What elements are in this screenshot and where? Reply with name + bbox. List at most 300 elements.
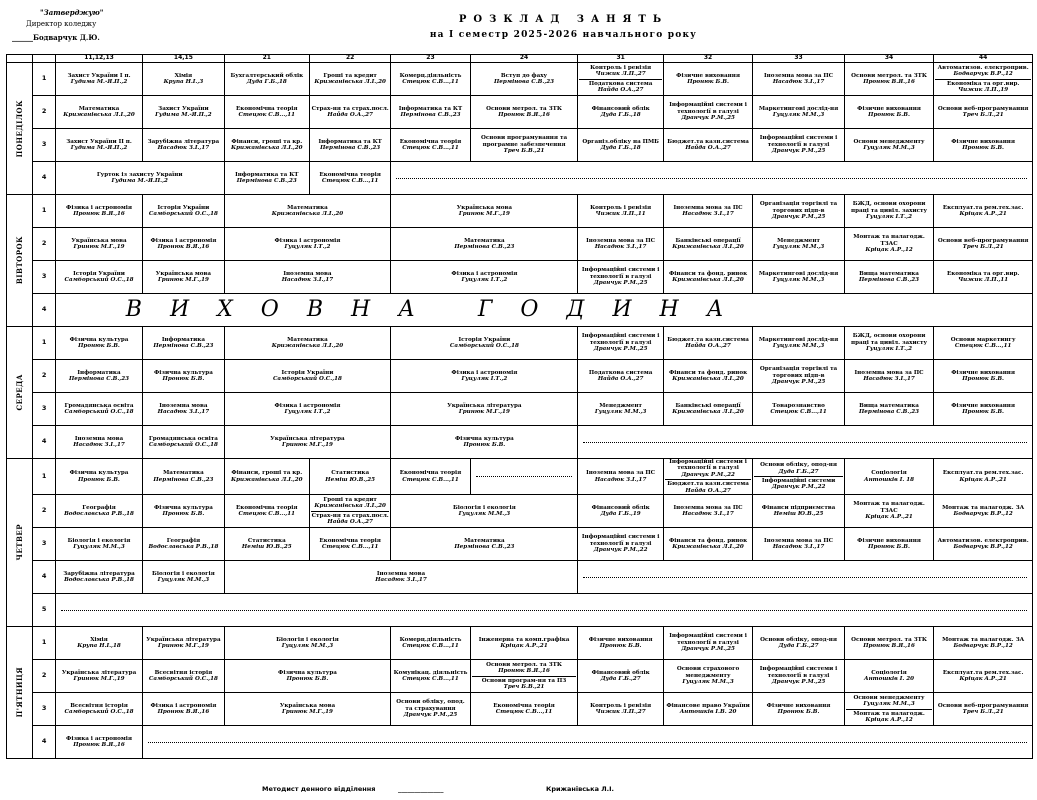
lesson-cell [753,495,845,528]
lesson-cell [143,693,224,726]
teacher-name: Пронюк Б.В. [868,544,910,551]
subject-name: Контроль і ревізія [590,702,652,709]
lesson-cell [663,228,752,261]
director-label: Директор коледжу [26,20,97,28]
lesson-number: 4 [33,426,55,459]
subject-name: Фінансовий облік [591,504,650,511]
lesson-number: 2 [33,495,55,528]
group-header: 32 [663,55,752,63]
subject-name: Біологія і екологія [67,537,131,544]
teacher-name: Дранчук Р.М.,25 [771,214,826,221]
cell-divider [935,79,1031,80]
lesson-cell [578,195,663,228]
teacher-name: Гудима М.-Я.П.,2 [70,145,128,151]
teacher-name: Бодварчук В.Р.,12 [953,643,1013,650]
lesson-cell [224,228,391,261]
teacher-name: Дранчук Р.М.,22 [771,484,826,491]
teacher-name: Дранчук Р.М.,25 [771,379,826,386]
teacher-name: Гринюк М.Г.,19 [458,211,510,217]
teacher-name: Крижанівська Л.І.,20 [672,376,744,382]
subject-name: Всесвітня історія [70,702,128,709]
subject-name: Банківські операції [675,402,741,409]
subject-name: Фізика і астрономія [274,237,341,244]
teacher-name: Кріцак А.Р.,21 [959,476,1007,483]
teacher-name: Антошків І. 18 [864,476,915,483]
teacher-name: Стецюк С.В...,11 [238,112,296,118]
subject-name: Українська мова [71,237,127,244]
teacher-name: Кріцак А.Р.,12 [865,717,913,724]
lesson-cell [753,261,845,294]
subject-name: Математика [464,537,505,544]
lesson-number: 4 [33,162,55,195]
subject-name: Географія [166,537,201,544]
subject-name: Іноземна мова за ПС [764,537,834,544]
teacher-name: Гринюк М.Г.,19 [73,676,125,683]
subject-name: Економіка та орг.вир. [946,270,1020,277]
subject-name: Вступ до фаху [500,72,548,79]
lesson-cell [753,327,845,360]
teacher-name: Крижанівська Л.І.,20 [314,79,386,85]
subject-name: Фінанси підприємства [761,504,836,511]
lesson-cell [224,162,309,195]
subject-name: Економічна теорія [399,138,462,145]
subject-name: Основи метрол. та ЗТК [486,661,562,668]
day-label: П'ЯТНИЦЯ [7,627,33,759]
group-header: 14,15 [143,55,224,63]
teacher-name: Гуцуляк М.М.,3 [157,577,210,584]
subject-name: Історія України [73,270,125,277]
subject-name: Фізичне виховання [951,369,1016,376]
teacher-name: Пронюк Б.В. [463,442,506,448]
subject-name: Вища математика [859,270,919,277]
lesson-cell [663,627,752,660]
subject-name: Фінанси, гроші та кр. [231,470,303,477]
subject-name: Українська мова [155,270,212,277]
cell-divider [665,479,751,480]
teacher-name: Самборський О.С.,18 [148,676,218,683]
teacher-name: Самборський О.С.,18 [64,277,134,283]
teacher-name: Дранчук Р.М.,25 [681,646,735,653]
lesson-cell [224,660,391,693]
teacher-name: Кріцак А.Р.,21 [865,514,913,521]
subject-name: Основи метрол. та ЗТК [486,105,562,112]
lesson-cell [934,660,1033,693]
teacher-name: Гуцуляк М.М.,3 [73,544,125,551]
teacher-name: Дранчук Р.М.,25 [771,679,826,686]
teacher-name: Гуцуляк М.М.,3 [772,343,825,349]
teacher-name: Крижанівська Л.І.,20 [672,409,744,415]
teacher-name: Найда О.А.,27 [685,145,731,151]
subject-name: Математика [287,204,328,211]
teacher-name: Пермінова С.В.,23 [494,79,555,85]
lesson-cell [578,360,663,393]
subject-name: Інформатика та КТ [318,138,382,145]
lesson-cell [143,459,224,495]
lesson-cell [470,693,578,726]
teacher-name: Дранчук Р.М.,25 [593,280,648,287]
teacher-name: Стецюк С.В...,11 [402,79,459,85]
teacher-name: Пронюк Б.В. [962,409,1005,415]
lesson-cell [143,393,224,426]
subject-name: Фізика і астрономія [451,270,518,277]
lesson-cell [224,96,309,129]
subject-name: Фінанси та фонд. ринок [668,537,748,544]
subject-name: Громадянська освіта [148,435,218,442]
lesson-cell [753,627,845,660]
teacher-name: Неміш Ю.В.,25 [325,476,376,483]
subject-name: Історія України [157,204,210,211]
lesson-cell [578,96,663,129]
subject-name: Фізика і астрономія [274,402,341,409]
subject-name: Економіка та орг.вир. [946,80,1020,87]
group-header: 31 [578,55,663,63]
subject-name: Страх-ня та страх.посл. [311,512,389,519]
lesson-cell [663,459,752,495]
subject-name: Іноземна мова за ПС [673,504,743,511]
teacher-name: Водославська Р.В.,18 [148,544,219,551]
teacher-name: Пронюк Б.В. [78,476,120,483]
lesson-cell [391,261,578,294]
teacher-name: Стецюк С.В...,11 [954,343,1012,349]
teacher-name: Стецюк С.В...,11 [770,409,827,415]
lesson-number: 3 [33,129,55,162]
lesson-number: 2 [33,228,55,261]
group-header: 23 [391,55,470,63]
lesson-cell [224,495,309,528]
group-header: 11,12,13 [55,55,142,63]
subject-name: Менеджмент [777,237,820,244]
lesson-cell [470,129,578,162]
subject-name: Інформатика [77,369,121,376]
lesson-cell [753,129,845,162]
teacher-name: Крижанівська Л.І.,20 [271,211,344,217]
lesson-cell [391,495,578,528]
teacher-name: Чижик Л.П.,27 [595,709,646,716]
subject-name: Бюджет.та казн.система [667,336,749,343]
subject-name: Інформаційні системи і технології в галузі [581,267,660,280]
teacher-name: Треч Б.В.,21 [503,148,545,155]
lesson-cell [844,195,933,228]
subject-name: Автоматизов. електроприв. [937,64,1029,71]
subject-name: Захист України І п. [67,72,131,79]
lesson-cell [143,495,224,528]
teacher-name: Пронюк Б.В. [286,676,329,683]
lesson-cell [224,63,309,96]
lesson-cell [55,660,142,693]
lesson-cell [391,96,470,129]
subject-name: Фізична культура [69,336,129,343]
empty-cell [391,162,1033,195]
subject-name: Експлуат.та рем.тех.зас. [942,204,1024,211]
subject-name: Історія України [281,369,334,376]
lesson-cell [143,660,224,693]
teacher-name: Гринюк М.Г.,19 [157,643,209,650]
lesson-cell [55,63,142,96]
subject-name: Українська література [447,402,522,409]
subject-name: Основи страхового менеджменту [676,666,740,679]
subject-name: Фізичне виховання [588,636,653,643]
lesson-number: 4 [33,294,55,327]
lesson-cell [663,129,752,162]
teacher-name: Дранчук Р.М.,22 [593,547,648,554]
lesson-cell [663,693,752,726]
lesson-cell [663,96,752,129]
subject-name: Монтаж та налагодж. ЗА [942,636,1025,643]
teacher-name: Гуцуляк І.Т.,2 [866,346,912,353]
subject-name: Економічна теорія [399,470,462,477]
lesson-cell [143,129,224,162]
teacher-name: Гудима М.-Я.П.,2 [155,112,212,118]
subject-name: Основи веб-програмування [937,105,1029,112]
teacher-name: Пронюк В.Я.,16 [157,709,210,716]
teacher-name: Дуда Г.Б.,18 [600,145,641,151]
lesson-cell [470,627,578,660]
lesson-number: 2 [33,96,55,129]
lesson-cell [934,96,1033,129]
teacher-name: Насадюк З.І.,17 [594,244,647,250]
lesson-cell [753,393,845,426]
approved-stamp: "Затверджую" [40,8,104,17]
teacher-name: Гуцуляк М.М.,3 [863,145,915,151]
teacher-name: Пронюк В.Я.,16 [498,112,550,118]
lesson-cell [309,528,390,561]
lesson-cell [55,195,142,228]
lesson-cell [578,660,663,693]
lesson-cell [143,261,224,294]
subject-name: Біологія і екологія [276,636,339,643]
subject-name: Основи веб-програмування [937,237,1029,244]
lesson-cell [55,459,142,495]
subject-name: Маркетингові дослід-ня [758,105,839,112]
subject-name: Біологія і екологія [152,570,215,577]
subject-name: Іноземна мова за ПС [673,204,743,211]
subject-name: Банківські операції [675,237,741,244]
teacher-name: Гуцуляк І.Т.,2 [461,277,508,283]
teacher-name: Гуцуляк М.М.,3 [863,701,915,708]
lesson-cell [934,261,1033,294]
teacher-name: Дуда Г.Б.,18 [600,112,641,118]
subject-name: Інформаційні системи і технології в галузі [759,135,838,148]
teacher-name: Гуцуляк І.Т.,2 [866,214,912,221]
subject-name: Основи обліку, опод. та страхування [396,699,465,712]
lesson-cell [663,528,752,561]
teacher-name: Найда О.А.,27 [597,376,644,382]
lesson-cell [391,129,470,162]
subject-name: Фізика і астрономія [150,237,217,244]
group-header: 24 [470,55,578,63]
subject-name: Математика [163,470,204,477]
footer-label: Методист денного відділення [262,785,376,793]
lesson-cell [844,495,933,528]
subject-name: Фінанси та фонд. ринок [668,369,748,376]
subject-name: Українська мова [279,702,336,709]
teacher-name: Крупа Н.І.,18 [77,643,121,650]
lesson-cell [663,660,752,693]
lesson-number: 2 [33,360,55,393]
teacher-name: Пронюк В.Я.,16 [73,742,125,749]
lesson-cell [55,327,142,360]
lesson-cell [391,327,578,360]
lesson-cell [844,63,933,96]
lesson-cell [143,228,224,261]
subject-name: Організ.обліку на ПМБ [582,138,659,145]
subject-name: Комерц.діяльність [399,72,462,79]
teacher-name: Дуда Г.Б.,27 [778,468,819,475]
teacher-name: Крижанівська Л.І.,20 [63,112,135,118]
lesson-cell [934,393,1033,426]
group-header: 21 [224,55,309,63]
lesson-cell [55,360,142,393]
teacher-name: Пронюк Б.В. [599,643,642,650]
lesson-cell [55,261,142,294]
lesson-cell [844,360,933,393]
subject-name: Автоматизов. електроприв. [937,537,1029,544]
teacher-name: Дранчук Р.М.,25 [593,346,648,353]
subject-name: Зарубіжна література [63,570,135,577]
lesson-cell [844,459,933,495]
teacher-name: Гудима М.-Я.П.,2 [111,178,168,184]
subject-name: Фізична культура [69,470,129,477]
subject-name: Українська література [146,636,221,643]
teacher-name: Пермінова С.В.,23 [859,409,920,415]
lesson-cell [470,660,578,693]
subject-name: Основи маркетингу [950,336,1016,343]
lesson-cell [55,228,142,261]
teacher-name: Гринюк М.Г.,19 [458,409,510,415]
lesson-cell [143,96,224,129]
subject-name: Фізична культура [153,504,213,511]
lesson-cell [753,63,845,96]
subject-name: Економічна теорія [319,537,381,544]
cell-divider [846,709,932,710]
lesson-cell [224,561,578,594]
subject-name: Фізична культура [278,669,337,676]
teacher-name: Неміш Ю.В.,25 [241,544,292,551]
subject-name: Гроші та кредит [323,72,377,79]
lesson-number: 1 [33,195,55,228]
lesson-cell [934,495,1033,528]
subject-name: Інформаційні системи і технології в галузі [669,633,747,646]
lesson-cell [55,426,142,459]
teacher-name: Гринюк М.Г.,19 [157,277,209,283]
lesson-cell [934,129,1033,162]
teacher-name: Неміш Ю.В.,25 [773,511,824,518]
lesson-cell [844,393,933,426]
teacher-name: Треч Б.Л.,21 [962,244,1004,250]
lesson-cell [663,63,752,96]
teacher-name: Дуда Г.Б.,18 [246,79,287,85]
subject-name: Контроль і ревізія [590,204,652,211]
teacher-name: Гудима М.-Я.П.,2 [70,79,128,85]
lesson-number: 4 [33,561,55,594]
lesson-cell [143,63,224,96]
teacher-name: Крижанівська Л.І.,20 [672,244,744,250]
lesson-cell [143,627,224,660]
lesson-cell [578,327,663,360]
teacher-name: Бодварчук В.Р.,12 [953,511,1013,518]
day-label: ЧЕТВЕР [7,459,33,627]
schedule-table [6,54,1033,759]
cell-divider [579,79,661,80]
lesson-cell [309,63,390,96]
lesson-cell [663,360,752,393]
group-header: 34 [844,55,933,63]
subject-name: Основи програмування та програмне забезпечення [480,135,568,148]
lesson-cell [578,627,663,660]
lesson-cell [55,162,224,195]
subject-name: Економічна теорія [236,105,298,112]
subject-name: Математика [464,237,505,244]
teacher-name: Дуда Г.Б.,27 [778,643,819,650]
lesson-cell [55,627,142,660]
subject-name: Фізичне виховання [676,72,740,79]
teacher-name: Треч Б.Л.,21 [962,709,1004,716]
subject-name: Географія [82,504,116,511]
teacher-name: Пронюк Б.В. [78,343,120,349]
teacher-name: Водославська Р.В.,18 [64,511,134,518]
subject-name: Фінансове право України [666,702,750,709]
teacher-name: Чижик Л.П.,11 [958,277,1009,283]
subject-name: Іноземна мова [283,270,332,277]
teacher-name: Гуцуляк М.М.,3 [772,244,825,250]
empty-cell [578,561,1033,594]
lesson-cell [55,96,142,129]
subject-name: БЖД, основи охорони праці та цивіл. захисту [850,333,928,346]
subject-name: Фізичне виховання [766,702,831,709]
empty-cell [578,426,1033,459]
subject-name: Іноземна мова за ПС [586,470,656,477]
cell-divider [472,676,577,677]
lesson-cell [391,195,578,228]
teacher-name: Пермінова С.В.,23 [68,376,130,382]
lesson-cell [753,96,845,129]
teacher-name: Насадюк З.І.,17 [594,476,647,483]
lesson-cell [753,360,845,393]
page-subtitle: на I семестр 2025-2026 навчального року [429,30,698,40]
teacher-name: Стецюк С.В...,11 [402,676,459,683]
teacher-name: Найда О.А.,27 [327,519,373,526]
subject-name: Гурток із захисту України [96,171,183,178]
subject-name: Інформаційні системи і технології в галузі [669,459,747,472]
subject-name: Фізика і астрономія [451,369,518,376]
lesson-cell [224,393,391,426]
subject-name: Українська мова [456,204,512,211]
subject-name: Фінанси та фонд. ринок [668,270,748,277]
subject-name: Фізика і астрономія [150,702,217,709]
subject-name: Захист України [158,105,209,112]
lesson-cell [309,162,390,195]
subject-name: Інформатика [161,336,205,343]
lesson-cell [753,228,845,261]
lesson-cell [224,360,391,393]
lesson-number: 4 [33,726,55,759]
lesson-cell [224,528,309,561]
teacher-name: Бодварчук В.Р.,12 [953,71,1013,78]
lesson-cell [470,96,578,129]
subject-name: Основи веб-програмування [937,702,1029,709]
lesson-number: 3 [33,261,55,294]
teacher-name: Пермінова С.В.,23 [454,244,515,250]
teacher-name: Гуцуляк М.М.,3 [772,112,825,118]
teacher-name: Пермінова С.В.,23 [859,277,920,283]
lesson-cell [934,459,1033,495]
subject-name: Менеджмент [599,402,642,409]
teacher-name: Гуцуляк М.М.,3 [772,277,825,283]
lesson-cell [753,528,845,561]
lesson-cell [143,426,224,459]
lesson-cell [391,228,578,261]
teacher-name: Гуцуляк І.Т.,2 [284,244,331,250]
